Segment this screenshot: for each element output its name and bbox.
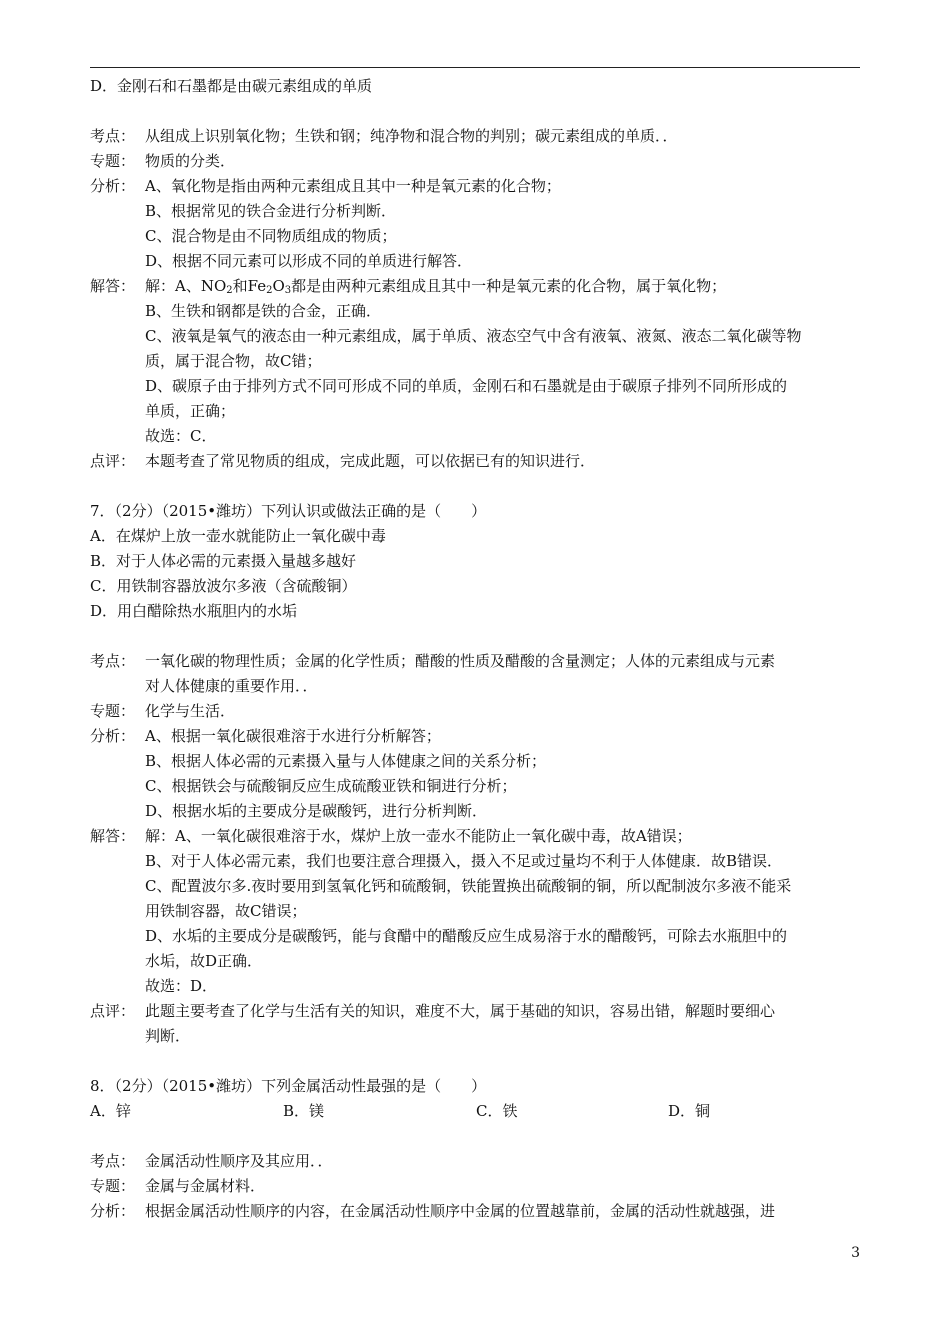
q8-option-d: D．铜 xyxy=(668,1102,711,1120)
q8-zhuanti-label: 专题： xyxy=(90,1177,136,1195)
q6-jieda-line: D、碳原子由于排列方式不同可形成不同的单质，金刚石和石墨就是由于碳原子排列不同所形成的 xyxy=(145,377,788,395)
q8-stem: 8．（2分）（2015•潍坊）下列金属活动性最强的是（ ） xyxy=(90,1077,487,1095)
q8-zhuanti: 金属与金属材料． xyxy=(145,1177,266,1195)
q8-option-b: B．镁 xyxy=(283,1102,325,1120)
q7-dianping-line: 此题主要考查了化学与生活有关的知识，难度不大，属于基础的知识，容易出错，解题时要细心 xyxy=(145,1002,776,1020)
q7-kaodian-line: 一氧化碳的物理性质；金属的化学性质；醋酸的性质及醋酸的含量测定；人体的元素组成与元素 xyxy=(145,652,776,670)
subscript: 3 xyxy=(284,285,292,296)
q6-jieda-line: 故选：C． xyxy=(145,427,217,445)
q7-fenxi-line: A、根据一氧化碳很难溶于水进行分析解答； xyxy=(145,727,441,745)
q7-jieda-label: 解答： xyxy=(90,827,136,845)
q7-fenxi-label: 分析： xyxy=(90,727,136,745)
q7-zhuanti: 化学与生活． xyxy=(145,702,236,720)
q6-kaodian-label: 考点： xyxy=(90,127,136,145)
subscript: 2 xyxy=(226,285,233,296)
q7-jieda-line: 解：A、一氧化碳很难溶于水，煤炉上放一壶水不能防止一氧化碳中毒，故A错误； xyxy=(145,827,692,845)
q6-jieda-line: 质，属于混合物，故C错； xyxy=(145,352,322,370)
header-rule xyxy=(90,67,860,68)
q7-option-b: B．对于人体必需的元素摄入量越多越好 xyxy=(90,552,357,570)
q8-kaodian-label: 考点： xyxy=(90,1152,136,1170)
subscript: 2 xyxy=(266,285,273,296)
q7-dianping-label: 点评： xyxy=(90,1002,136,1020)
q6-zhuanti-label: 专题： xyxy=(90,152,136,170)
q6-kaodian: 从组成上识别氧化物；生铁和钢；纯净物和混合物的判别；碳元素组成的单质．． xyxy=(145,127,678,145)
q6-jieda-line: 单质，正确； xyxy=(145,402,236,420)
q7-zhuanti-label: 专题： xyxy=(90,702,136,720)
q7-kaodian-label: 考点： xyxy=(90,652,136,670)
q7-jieda-line: B、对于人体必需元素，我们也要注意合理摄入，摄入不足或过量均不利于人体健康．故B错误． xyxy=(145,852,783,870)
q6-fenxi-line: C、混合物是由不同物质组成的物质； xyxy=(145,227,397,245)
q6-jieda-line: 解：A、$NO_2$和$Fe_2O_3$都是由两种元素组成且其中一种是氧元素的化合物，属于氧化物； xyxy=(145,277,727,296)
q7-dianping-line: 判断． xyxy=(145,1027,191,1045)
q7-option-d: D．用白醋除热水瓶胆内的水垢 xyxy=(90,602,298,620)
q6-fenxi-line: D、根据不同元素可以形成不同的单质进行解答． xyxy=(145,252,473,270)
q6-jieda-label: 解答： xyxy=(90,277,136,295)
q8-fenxi-label: 分析： xyxy=(90,1202,136,1220)
q7-fenxi-line: B、根据人体必需的元素摄入量与人体健康之间的关系分析； xyxy=(145,752,547,770)
q7-jieda-line: 故选：D． xyxy=(145,977,218,995)
q7-kaodian-line: 对人体健康的重要作用．． xyxy=(145,677,318,695)
q8-kaodian: 金属活动性顺序及其应用．． xyxy=(145,1152,333,1170)
q7-jieda-line: 水垢，故D正确． xyxy=(145,952,263,970)
q7-option-c: C．用铁制容器放波尔多液（含硫酸铜） xyxy=(90,577,357,595)
q6-fenxi-label: 分析： xyxy=(90,177,136,195)
page-number: 3 xyxy=(851,1245,860,1261)
q6-fenxi-line: A、氧化物是指由两种元素组成且其中一种是氧元素的化合物； xyxy=(145,177,561,195)
q7-jieda-line: 用铁制容器，故C错误； xyxy=(145,902,307,920)
q6-jieda-line: C、液氧是氧气的液态由一种元素组成，属于单质、液态空气中含有液氧、液氮、液态二氧化碳等物 xyxy=(145,327,802,345)
q6-jieda-line: B、生铁和钢都是铁的合金，正确． xyxy=(145,302,382,320)
q7-stem: 7．（2分）（2015•潍坊）下列认识或做法正确的是（ ） xyxy=(90,502,487,520)
q7-fenxi-line: D、根据水垢的主要成分是碳酸钙，进行分析判断． xyxy=(145,802,488,820)
q6-dianping: 本题考查了常见物质的组成，完成此题，可以依据已有的知识进行． xyxy=(145,452,596,470)
q8-option-c: C．铁 xyxy=(476,1102,518,1120)
q8-fenxi: 根据金属活动性顺序的内容，在金属活动性顺序中金属的位置越靠前，金属的活动性就越强，进 xyxy=(145,1202,776,1220)
q6-dianping-label: 点评： xyxy=(90,452,136,470)
q7-fenxi-line: C、根据铁会与硫酸铜反应生成硫酸亚铁和铜进行分析； xyxy=(145,777,517,795)
q6-zhuanti: 物质的分类． xyxy=(145,152,236,170)
q6-fenxi-line: B、根据常见的铁合金进行分析判断． xyxy=(145,202,397,220)
q8-option-a: A．锌 xyxy=(90,1102,131,1120)
q7-jieda-line: C、配置波尔多.夜时要用到氢氧化钙和硫酸铜，铁能置换出硫酸铜的铜，所以配制波尔多液不能采 xyxy=(145,877,792,895)
q7-option-a: A．在煤炉上放一壶水就能防止一氧化碳中毒 xyxy=(90,527,386,545)
q7-jieda-line: D、水垢的主要成分是碳酸钙，能与食醋中的醋酸反应生成易溶于水的醋酸钙，可除去水瓶胆中的 xyxy=(145,927,788,945)
q6-option-d: D．金刚石和石墨都是由碳元素组成的单质 xyxy=(90,77,373,95)
